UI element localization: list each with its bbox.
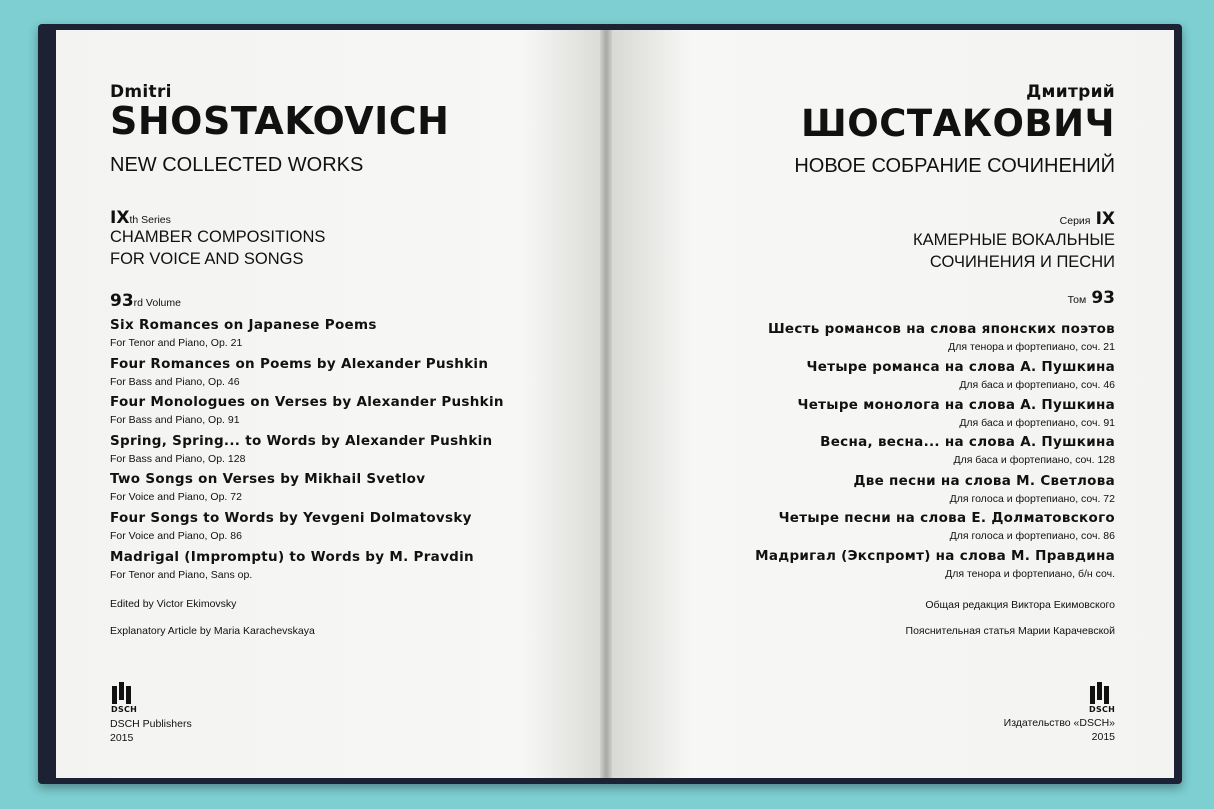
work-title: Шесть романсов на слова японских поэтов <box>767 321 1115 337</box>
composer-last-name-en: SHOSTAKOVICH <box>110 99 450 143</box>
work-item <box>110 394 504 426</box>
volume-suffix: rd Volume <box>133 297 181 309</box>
volume-label-ru <box>1068 288 1115 308</box>
work-detail: Для тенора и фортепиано, б/н соч. <box>945 568 1115 580</box>
work-title: Четыре романса на слова А. Пушкина <box>806 359 1115 375</box>
work-item <box>110 433 492 465</box>
work-item <box>110 317 377 349</box>
work-title: Two Songs on Verses by Mikhail Svetlov <box>110 471 426 487</box>
work-title: Четыре монолога на слова А. Пушкина <box>797 397 1115 413</box>
editor-credit-en: Edited by Victor Ekimovsky <box>110 598 237 610</box>
composer-first-name-ru: Дмитрий <box>1026 82 1115 102</box>
work-item <box>110 471 425 503</box>
work-title: Six Romances on Japanese Poems <box>110 317 377 333</box>
editor-credit-ru: Общая редакция Виктора Екимовского <box>925 599 1115 611</box>
series-title-en-line1: CHAMBER COMPOSITIONS <box>110 228 326 246</box>
work-item <box>110 356 488 388</box>
work-item <box>755 548 1115 580</box>
work-detail: Для тенора и фортепиано, соч. 21 <box>948 341 1115 353</box>
composer-first-name-en: Dmitri <box>110 82 172 102</box>
series-title-ru-line2: СОЧИНЕНИЯ И ПЕСНИ <box>929 253 1115 271</box>
work-detail: Для баса и фортепиано, соч. 91 <box>959 417 1115 429</box>
volume-number: 93 <box>1091 288 1115 308</box>
series-number: IX <box>1095 209 1115 229</box>
series-number: IX <box>110 208 130 228</box>
work-title: Мадригал (Экспромт) на слова М. Правдина <box>755 548 1115 564</box>
work-detail: Для баса и фортепиано, соч. 46 <box>959 379 1115 391</box>
volume-label: Том <box>1067 294 1087 306</box>
series-label-en <box>110 208 171 228</box>
work-detail: For Bass and Piano, Op. 91 <box>110 414 240 426</box>
work-title: Four Romances on Poems by Alexander Pushkin <box>110 356 489 372</box>
work-item <box>853 473 1115 505</box>
year-en: 2015 <box>110 732 134 744</box>
work-title: Две песни на слова М. Светлова <box>853 473 1115 489</box>
work-detail: Для голоса и фортепиано, соч. 86 <box>949 530 1115 542</box>
work-title: Four Songs to Words by Yevgeni Dolmatovsky <box>110 510 472 526</box>
work-item <box>798 397 1115 429</box>
publisher-en: DSCH Publishers <box>110 718 192 730</box>
work-item <box>768 321 1115 353</box>
work-detail: For Bass and Piano, Op. 128 <box>110 453 246 465</box>
collection-title-ru: НОВОЕ СОБРАНИЕ СОЧИНЕНИЙ <box>794 155 1115 177</box>
work-title: Spring, Spring... to Words by Alexander Pushkin <box>110 433 493 449</box>
work-item <box>820 434 1115 466</box>
work-detail: For Voice and Piano, Op. 72 <box>110 491 242 503</box>
work-detail: For Voice and Piano, Op. 86 <box>110 530 242 542</box>
book-gutter <box>600 30 612 778</box>
work-title: Четыре песни на слова Е. Долматовского <box>778 510 1115 526</box>
dsch-logo <box>112 686 138 714</box>
dsch-logo <box>1090 686 1116 714</box>
work-item <box>779 510 1115 542</box>
work-detail: Для голоса и фортепиано, соч. 72 <box>949 493 1115 505</box>
article-credit-en: Explanatory Article by Maria Karachevskaya <box>110 625 315 637</box>
volume-number: 93 <box>110 291 134 311</box>
volume-label-en <box>110 291 181 311</box>
work-item <box>110 549 474 581</box>
work-detail: For Tenor and Piano, Op. 21 <box>110 337 243 349</box>
work-item <box>807 359 1115 391</box>
series-label: Серия <box>1059 215 1091 227</box>
series-title-en-line2: FOR VOICE AND SONGS <box>110 250 304 268</box>
year-ru: 2015 <box>1091 731 1115 743</box>
collection-title-en: NEW COLLECTED WORKS <box>110 154 364 176</box>
work-detail: For Bass and Piano, Op. 46 <box>110 376 240 388</box>
series-label-ru <box>1060 209 1115 229</box>
work-title: Весна, весна... на слова А. Пушкина <box>820 434 1115 450</box>
work-title: Four Monologues on Verses by Alexander Pushkin <box>110 394 504 410</box>
logo-text: DSCH <box>1089 705 1116 714</box>
publisher-ru: Издательство «DSCH» <box>1003 717 1115 729</box>
logo-text: DSCH <box>111 705 138 714</box>
work-detail: Для баса и фортепиано, соч. 128 <box>953 454 1115 466</box>
work-title: Madrigal (Impromptu) to Words by M. Pravdin <box>110 549 474 565</box>
work-item <box>110 510 472 542</box>
series-suffix: th Series <box>129 214 171 226</box>
article-credit-ru: Пояснительная статья Марии Карачевской <box>905 625 1115 637</box>
series-title-ru-line1: КАМЕРНЫЕ ВОКАЛЬНЫЕ <box>913 231 1115 249</box>
composer-last-name-ru: ШОСТАКОВИЧ <box>801 102 1115 145</box>
work-detail: For Tenor and Piano, Sans op. <box>110 569 253 581</box>
